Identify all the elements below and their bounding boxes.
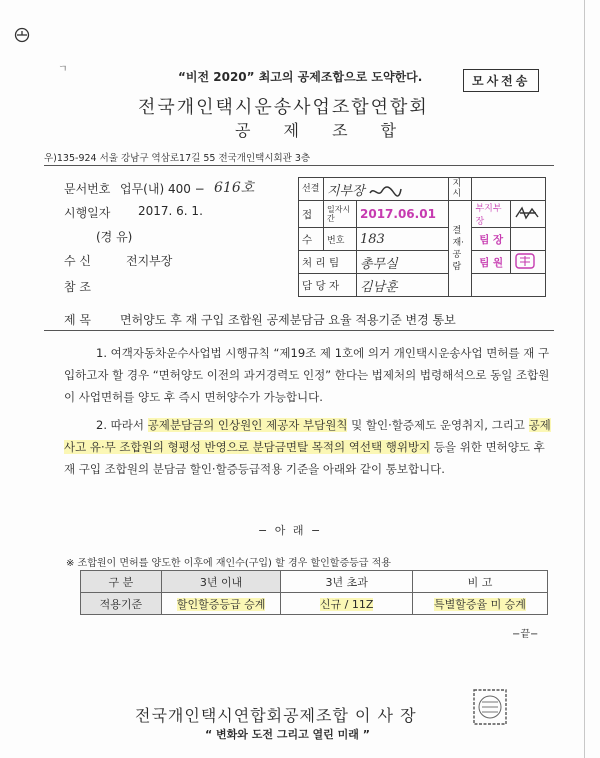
doc-no-hand: 616호 [214,180,255,196]
annex-row-v2: 신규 / 11Z [281,593,413,615]
date-value: 2017. 6. 1. [138,204,203,218]
stamp-damdang-hand: 김남훈 [357,274,449,297]
stamp-cell-sign [324,178,449,201]
stamp-r3-sign [510,251,545,274]
stamp-num-hand: 183 [357,228,449,251]
annex-row-label: 적용기준 [81,593,162,615]
stamp-r3-label: 팀 원 [472,251,510,274]
stamp-date-hand: 2017.06.01 [357,201,449,228]
slogan: “비전 2020” 최고의 공제조합으로 도약한다. [178,70,423,84]
highlight-2: 공제사고 유·무 조합원의 형평성 반영으로 분담금면탈 목적의 역선택 행위방지 [64,418,551,454]
subject-value: 면허양도 후 재 구입 조합원 공제분담금 요율 적용기준 변경 통보 [120,313,456,327]
stamp-cheori-label: 처 리 팀 [299,251,357,274]
stamp-r1-sign [510,201,545,228]
annex-row-v1: 할인할증등급 승계 [161,593,281,615]
annex-title: − 아 래 − [258,524,323,537]
doc-no-value: 업무(내) 400 − [120,182,205,196]
recipient-value: 전지부장 [126,254,173,268]
doc-no-label: 문서번호 [64,182,111,196]
motto: “ 변화와 도전 그리고 열린 미래 ” [205,728,370,741]
stamp-r1-hand: 부지부장 [472,201,510,228]
header-rule [44,165,554,166]
subject-rule [44,330,554,331]
stamp-damdang-label: 담 당 자 [299,274,357,297]
ref-label: (경 유) [96,230,133,244]
stamp-cell-num-label: 번호 [324,228,357,251]
cc-label: 참 조 [64,280,91,294]
body-paragraph-2: 2. 따라서 공제분담금의 인상원인 제공자 부담원칙 및 할인·할증제도 운영취지, 그리고 공제사고 유·무 조합원의 형평성 반영으로 분담금면탈 목적의 역선택 행위방지 등을 위한 면허양도 후 재 구입 조합원의 분담금 할인·할증등급적용 기준을 아래와 같이 통보합니다. [64,418,551,476]
stamp-cheori-hand: 총무실 [357,251,449,274]
sender-name: 전국개인택시연합회공제조합 이 사 장 [135,706,417,725]
stamp-cell-blank [472,178,546,201]
recipient-label: 수 신 [64,254,91,268]
stamp-r2-label: 팀 장 [472,228,510,251]
annex-note: ※ 조합원이 면허를 양도한 이후에 재인수(구입) 할 경우 할인할증등급 적용 [66,558,391,569]
stamp-cell-jisi: 지시 [449,178,472,201]
stamp-r2-sign [510,228,545,251]
date-label: 시행일자 [64,206,111,220]
annex-table [80,570,548,615]
official-seal-icon [472,688,508,726]
fax-symbol-icon [14,27,30,43]
address-line: 우)135-924 서울 강남구 역삼로17길 55 전국개인택시회관 3층 [44,153,311,164]
stamp-cell-gyeol: 결재·공람 [449,201,472,297]
scan-edge [584,0,585,758]
stamp-cell-jeop: 접 [299,201,324,228]
corner-mark: ㄱ [58,64,68,75]
signature-scribble-icon [368,185,402,199]
annex-col0: 구 분 [81,571,162,593]
annex-col3: 비 고 [412,571,547,593]
org-name: 전국개인택시운송사업조합연합회 [138,97,429,118]
subject-label: 제 목 [64,313,91,327]
stamp-hand-1: 지부장 [327,183,365,199]
body-paragraph-1: 1. 여객자동차운수사업법 시행규칙 “제19조 제 1호에 의거 개인택시운송사업 면허를 재 구입하고자 할 경우 “면허양도 이전의 과거경력도 인정” 한다는 법제처의 법령해석으로 동일 조합원이 사업면허를 양도 후 즉시 면허양수가 가능합니다. [64,346,550,404]
end-mark: −끝− [512,629,539,640]
seal-stamp-icon [514,252,536,270]
highlight-1: 공제분담금의 인상원인 제공자 부담원칙 [147,418,348,432]
annex-col1: 3년 이내 [161,571,281,593]
stamp-cell-1: 선결 [299,178,324,201]
annex-row-v3: 특별할증율 미 승계 [412,593,547,615]
signature-scribble-icon [514,205,542,221]
stamp-cell-date-label: 일자시간 [324,201,357,228]
annex-col2: 3년 초과 [281,571,413,593]
stamp-cell-su: 수 [299,228,324,251]
org-sub: 공 제 조 합 [235,121,411,140]
stamp-blank-2 [472,274,546,297]
approval-stamp-table [298,177,546,297]
copy-badge: 모사전송 [463,69,539,92]
